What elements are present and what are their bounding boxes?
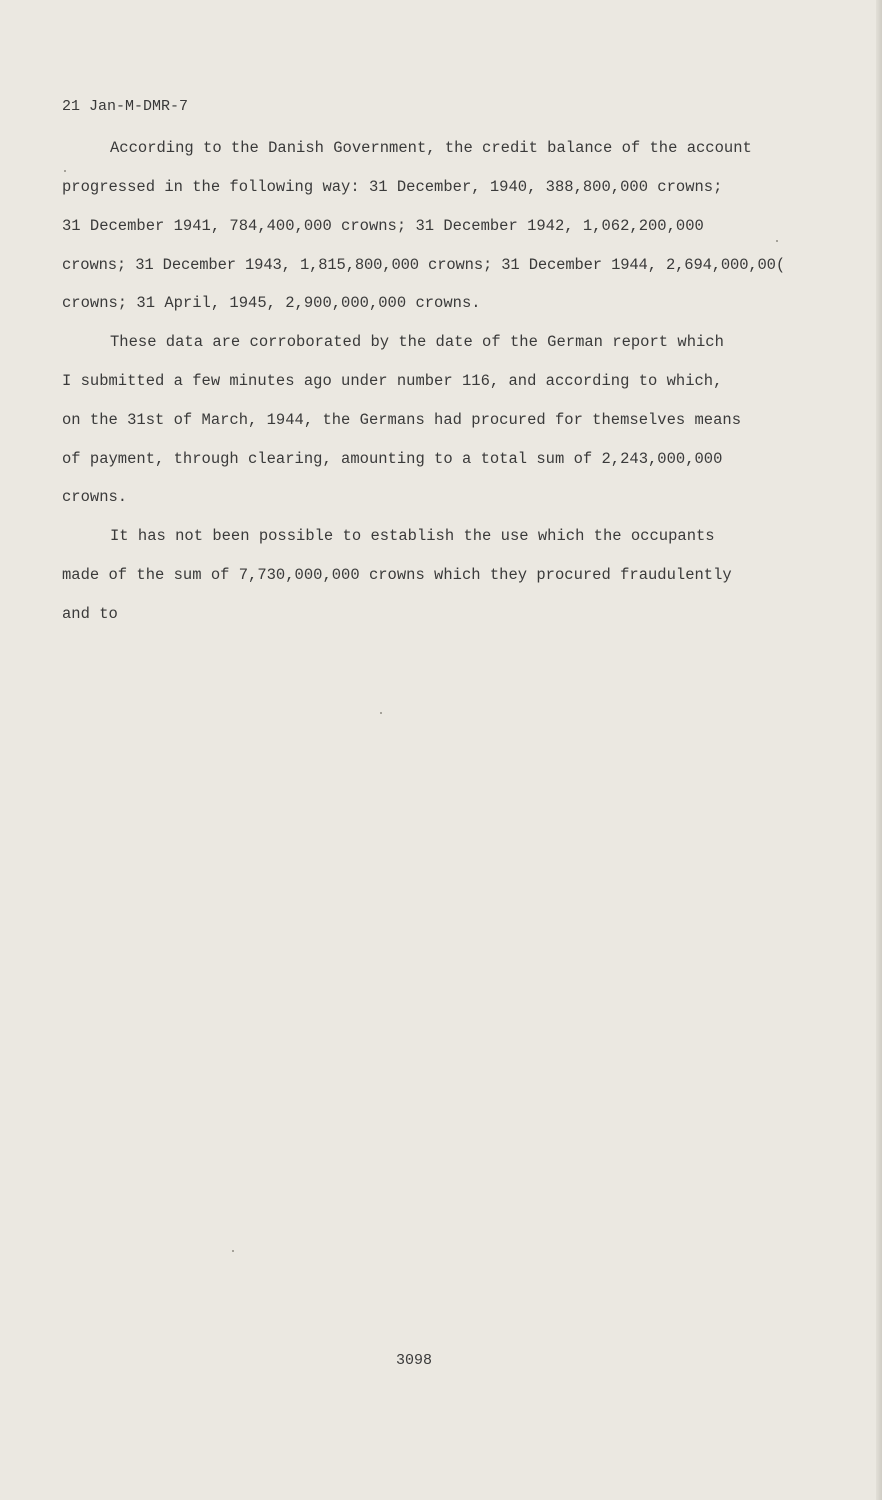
paper-speck bbox=[232, 1250, 234, 1252]
body-line-11: It has not been possible to establish the use which the occupants bbox=[110, 527, 715, 545]
document-reference: 21 Jan-M-DMR-7 bbox=[62, 98, 189, 115]
body-line-3: 31 December 1941, 784,400,000 crowns; 31 December 1942, 1,062,200,000 bbox=[62, 217, 704, 235]
body-line-7: I submitted a few minutes ago under number 116, and according to which, bbox=[62, 372, 723, 390]
page-number: 3098 bbox=[396, 1352, 433, 1369]
body-line-13: and to bbox=[62, 605, 118, 623]
body-line-8: on the 31st of March, 1944, the Germans had procured for themselves means bbox=[62, 411, 742, 429]
body-line-12: made of the sum of 7,730,000,000 crowns which they procured fraudulently bbox=[62, 566, 732, 584]
body-line-10: crowns. bbox=[62, 488, 128, 506]
body-line-2: progressed in the following way: 31 December, 1940, 388,800,000 crowns; bbox=[62, 178, 723, 196]
paper-speck bbox=[380, 712, 382, 714]
body-line-1: According to the Danish Government, the credit balance of the account bbox=[110, 139, 752, 157]
body-line-4: crowns; 31 December 1943, 1,815,800,000 crowns; 31 December 1944, 2,694,000,00( bbox=[62, 256, 785, 274]
body-line-5: crowns; 31 April, 1945, 2,900,000,000 crowns. bbox=[62, 294, 481, 312]
paper-speck bbox=[64, 170, 66, 172]
body-line-6: These data are corroborated by the date of the German report which bbox=[110, 333, 724, 351]
paper-speck bbox=[776, 240, 778, 242]
page-edge-shadow bbox=[876, 0, 882, 1500]
body-line-9: of payment, through clearing, amounting to a total sum of 2,243,000,000 bbox=[62, 450, 723, 468]
